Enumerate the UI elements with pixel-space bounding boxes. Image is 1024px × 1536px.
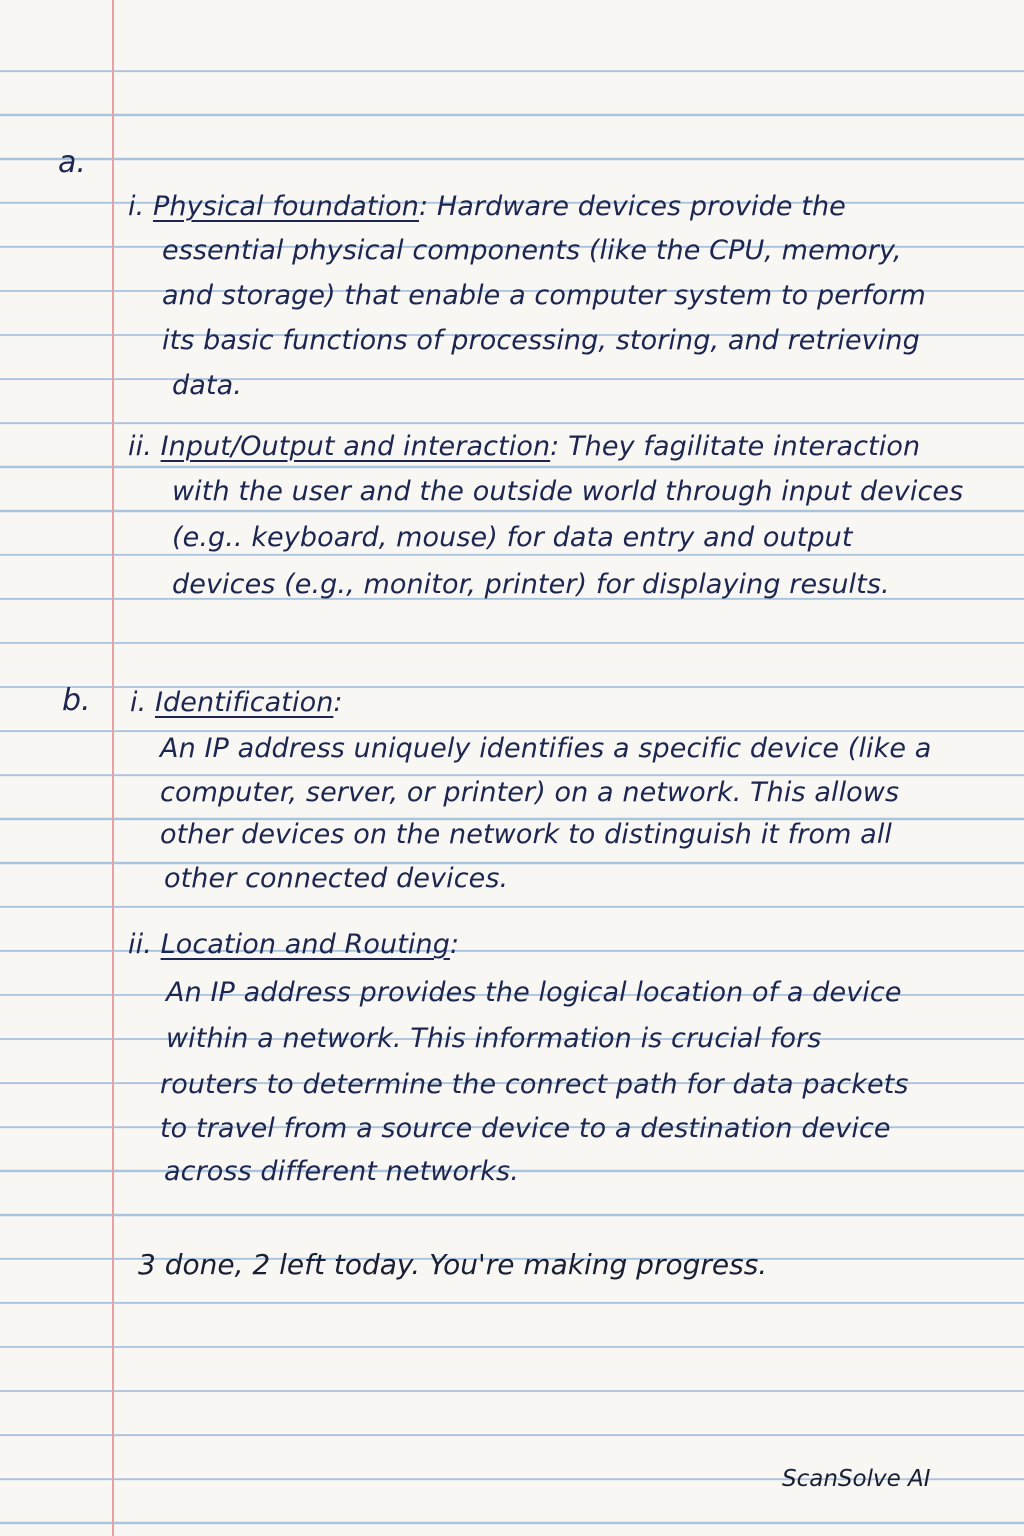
a-item-i-line-4: its basic functions of processing, storing, and retrieving bbox=[162, 325, 920, 356]
b-item-ii-line-1: An IP address provides the logical location of a device bbox=[166, 977, 902, 1008]
b-item-i-line-4: other connected devices. bbox=[164, 863, 509, 894]
a-item-i-title: Physical foundation bbox=[152, 191, 419, 222]
a-item-ii-line-3: (e.g.. keyboard, mouse) for data entry and output bbox=[172, 522, 853, 553]
a-item-ii-line-2: with the user and the outside world through input devices bbox=[172, 476, 964, 507]
a-item-ii-line-1: They fagilitate interaction bbox=[568, 431, 921, 462]
a-item-i-line-3: and storage) that enable a computer system to perform bbox=[162, 280, 926, 311]
a-item-i-line-5: data. bbox=[172, 370, 242, 401]
a-item-i-colon: : bbox=[418, 191, 429, 222]
b-item-i-title: Identification bbox=[154, 687, 334, 718]
margin-line bbox=[112, 0, 114, 1536]
b-item-i-line-1: An IP address uniquely identifies a specific device (like a bbox=[160, 733, 932, 764]
progress-note: 3 done, 2 left today. You're making progress. bbox=[138, 1248, 768, 1281]
a-item-i-number: i. bbox=[128, 191, 145, 222]
b-item-ii-line-3: routers to determine the conrect path for data packets bbox=[160, 1069, 909, 1100]
b-item-i-number: i. bbox=[130, 687, 147, 718]
b-item-ii-line-4: to travel from a source device to a destination device bbox=[160, 1113, 891, 1144]
a-item-i-line-2: essential physical components (like the CPU, memory, bbox=[162, 235, 902, 266]
b-item-ii-number: ii. bbox=[128, 929, 152, 960]
b-item-ii-line-2: within a network. This information is crucial fors bbox=[166, 1023, 822, 1054]
scansolve-watermark: ScanSolve AI bbox=[782, 1466, 931, 1492]
b-item-i-line-2: computer, server, or printer) on a network. This allows bbox=[160, 777, 900, 808]
a-item-ii-title: Input/Output and interaction bbox=[160, 431, 551, 462]
a-item-ii-line-4: devices (e.g., monitor, printer) for displaying results. bbox=[172, 569, 890, 600]
a-item-i-line-1: Hardware devices provide the bbox=[436, 191, 846, 222]
b-item-ii-colon: : bbox=[449, 929, 460, 960]
section-b-marker: b. bbox=[62, 683, 91, 718]
b-item-i-line-3: other devices on the network to distinguish it from all bbox=[160, 819, 893, 850]
b-item-i-heading bbox=[130, 686, 343, 720]
b-item-ii-heading bbox=[128, 928, 459, 962]
a-item-ii-heading bbox=[128, 430, 920, 464]
a-item-ii-number: ii. bbox=[128, 431, 152, 462]
a-item-ii-colon: : bbox=[550, 431, 560, 462]
b-item-i-colon: : bbox=[333, 687, 343, 718]
section-a-marker: a. bbox=[58, 145, 86, 180]
b-item-ii-title: Location and Routing bbox=[160, 929, 450, 960]
b-item-ii-line-5: across different networks. bbox=[164, 1156, 519, 1187]
a-item-i-heading bbox=[128, 190, 846, 224]
